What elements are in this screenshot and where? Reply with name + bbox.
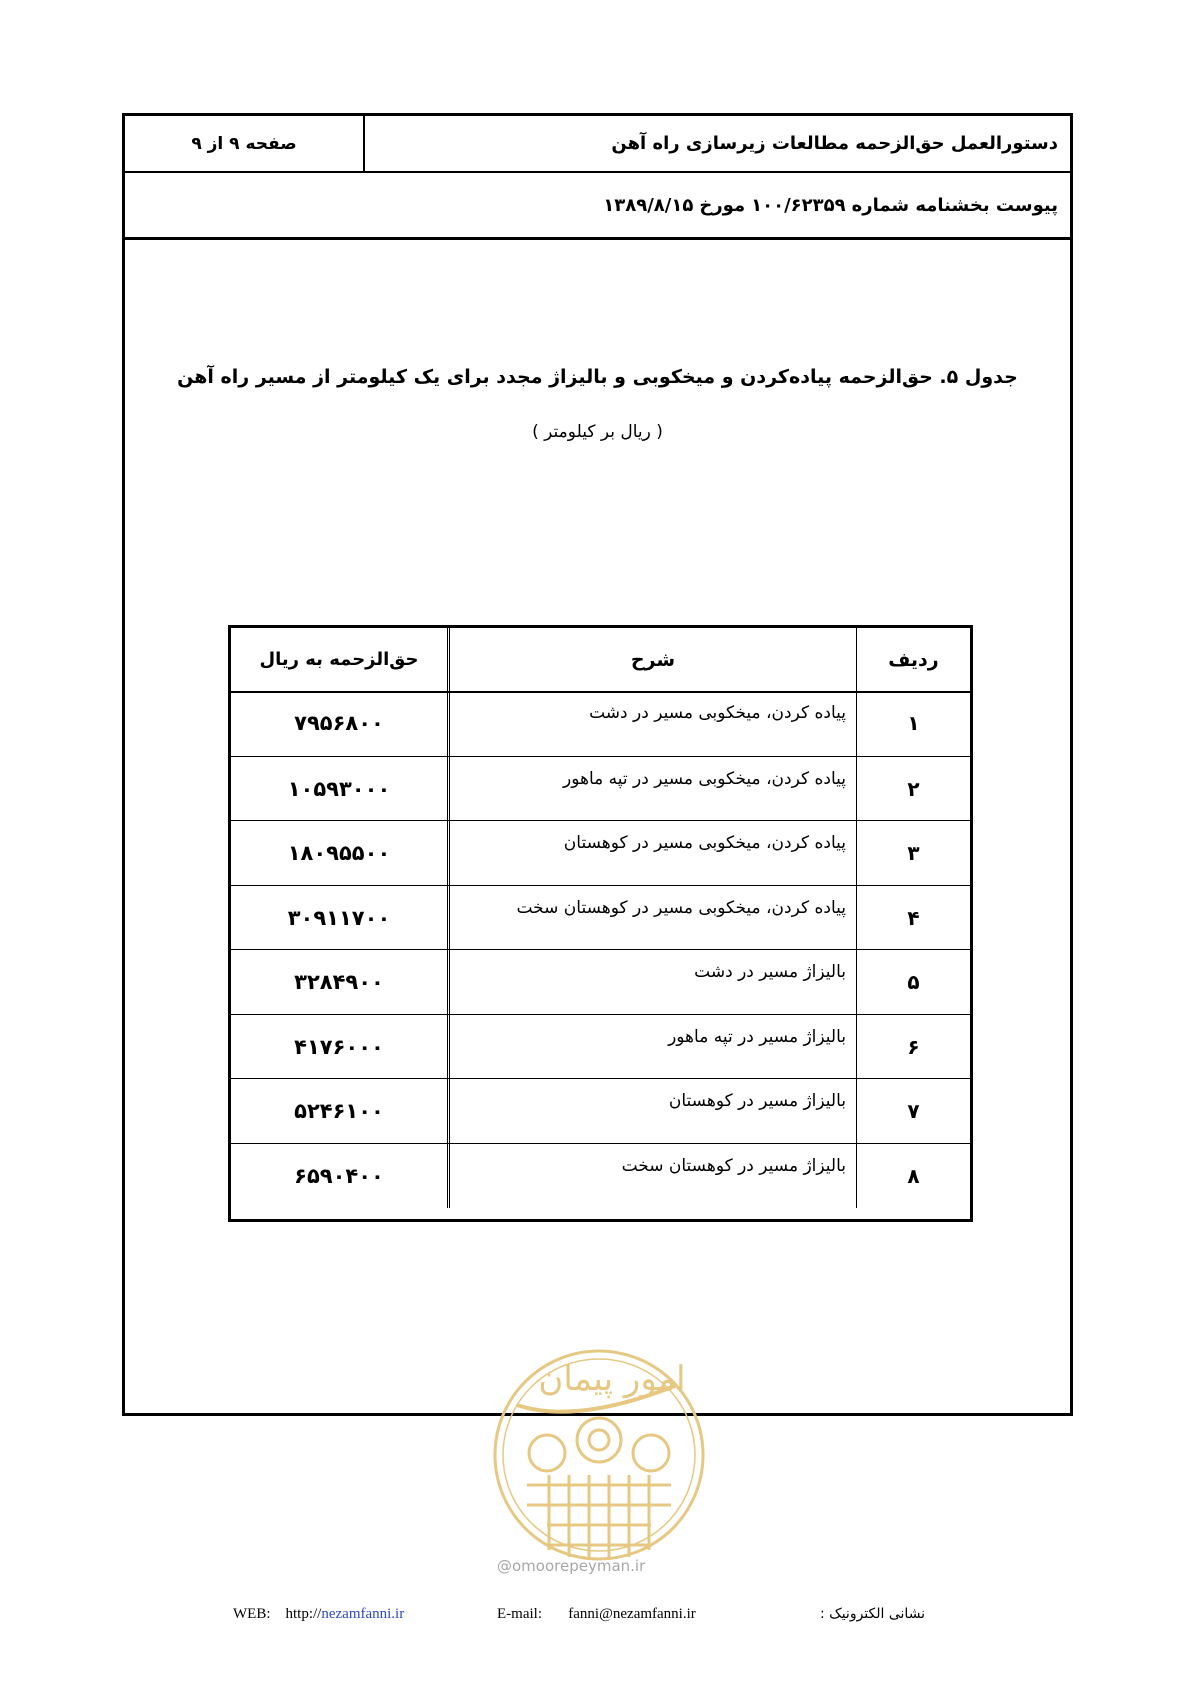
footer-address-label: نشانی الکترونیک :: [820, 1606, 926, 1622]
row-description: بالیزاژ مسیر در کوهستان سخت: [447, 1144, 857, 1209]
row-description: پیاده کردن، میخکوبی مسیر در کوهستان سخت: [447, 886, 857, 951]
row-fee: ۳۲۸۴۹۰۰: [294, 970, 384, 995]
header-fee: حق‌الزحمه به ریال: [259, 649, 419, 670]
table-header-row: [231, 628, 970, 693]
web-label: WEB:: [233, 1606, 271, 1622]
header-index: ردیف: [888, 648, 939, 671]
table-row: [231, 885, 970, 951]
row-index: ۳: [907, 841, 920, 866]
annex-date: ۱۳۸۹/۸/۱۵: [603, 194, 694, 216]
table-row: [231, 756, 970, 822]
table-row: [231, 1143, 970, 1209]
row-index: ۶: [907, 1034, 920, 1059]
row-index: ۴: [907, 905, 920, 930]
row-description: بالیزاژ مسیر در کوهستان: [447, 1079, 857, 1144]
row-fee: ۵۲۴۶۱۰۰: [294, 1099, 384, 1124]
header-description: شرح: [447, 628, 857, 691]
row-fee: ۳۰۹۱۱۷۰۰: [287, 905, 391, 930]
table-title: جدول ۵. حق‌الزحمه پیاده‌کردن و میخکوبی و بالیزاژ مجدد برای یک کیلومتر از مسیر راه آهن: [177, 366, 1018, 388]
table-row: [231, 1014, 970, 1080]
row-fee: ۴۱۷۶۰۰۰: [294, 1034, 384, 1059]
document-title: دستورالعمل حق‌الزحمه مطالعات زیرسازی راه آهن: [611, 133, 1058, 154]
table-row: [231, 691, 970, 756]
email-label: E-mail:: [497, 1606, 542, 1622]
table-row: [231, 949, 970, 1015]
row-fee: ۶۵۹۰۴۰۰: [294, 1163, 384, 1188]
header-row: [125, 116, 1070, 173]
row-index: ۷: [907, 1099, 920, 1124]
annex-date-label: مورخ: [699, 194, 746, 216]
row-description: بالیزاژ مسیر در دشت: [447, 950, 857, 1015]
row-description: پیاده کردن، میخکوبی مسیر در تپه ماهور: [447, 757, 857, 822]
footer-web: [233, 1606, 404, 1623]
annex-number: ۱۰۰/۶۲۳۵۹: [751, 194, 846, 216]
row-index: ۸: [907, 1163, 920, 1188]
table-row: [231, 820, 970, 886]
table-row: [231, 1078, 970, 1144]
stamp-site: @omoorepeyman.ir: [497, 1557, 646, 1575]
web-link[interactable]: nezamfanni.ir: [321, 1606, 405, 1622]
email-address[interactable]: fanni@nezamfanni.ir: [568, 1606, 696, 1622]
row-index: ۲: [907, 776, 920, 801]
row-fee: ۷۹۵۶۸۰۰: [294, 711, 384, 736]
svg-text:امور پیمان: امور پیمان: [538, 1359, 686, 1399]
fee-table: [228, 625, 973, 1222]
page-frame: [122, 113, 1073, 1416]
row-description: بالیزاژ مسیر در تپه ماهور: [447, 1015, 857, 1080]
omoorepeyman-stamp-logo: [487, 1335, 710, 1575]
web-prefix: http://: [285, 1606, 322, 1622]
footer-email: [497, 1606, 696, 1623]
row-index: ۵: [907, 970, 920, 995]
row-description: پیاده کردن، میخکوبی مسیر در کوهستان: [447, 821, 857, 886]
row-description: پیاده کردن، میخکوبی مسیر در دشت: [447, 691, 857, 756]
annex-prefix: پیوست بخشنامه شماره: [851, 194, 1058, 216]
row-index: ۱: [907, 711, 920, 736]
annex-line: [125, 173, 1070, 240]
row-fee: ۱۰۵۹۳۰۰۰: [287, 776, 391, 801]
page-number: صفحه ۹ از ۹: [125, 116, 365, 171]
table-unit: ( ریال بر کیلومتر ): [532, 422, 663, 442]
row-fee: ۱۸۰۹۵۵۰۰: [287, 841, 391, 866]
